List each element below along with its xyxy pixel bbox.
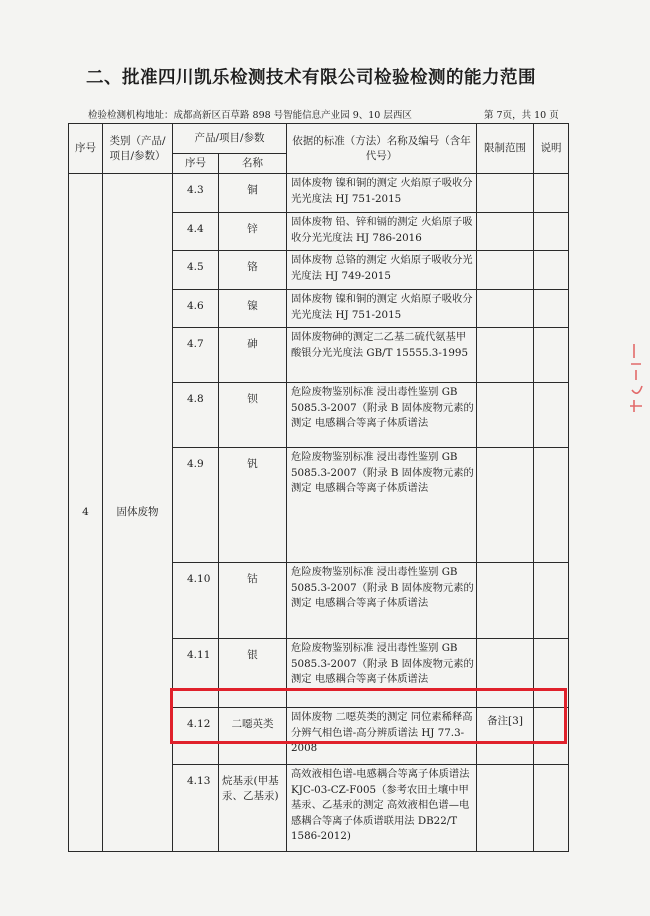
row-note: [534, 328, 569, 383]
row-name: 银: [219, 639, 287, 708]
row-standard: 危险废物鉴别标准 浸出毒性鉴别 GB 5085.3-2007（附录 B 固体废物元素的测定 电感耦合等离子体质谱法: [287, 448, 477, 563]
row-number: 4.6: [173, 290, 219, 328]
row-note: [534, 448, 569, 563]
row-limit: [477, 563, 534, 639]
row-limit: 备注[3]: [477, 708, 534, 765]
row-limit: [477, 765, 534, 852]
row-number: 4.9: [173, 448, 219, 563]
row-name: 镍: [219, 290, 287, 328]
row-name: 二噁英类: [219, 708, 287, 765]
row-number: 4.7: [173, 328, 219, 383]
header-category: 类别（产品/项目/参数）: [103, 124, 173, 174]
header-seq: 序号: [69, 124, 103, 174]
row-note: [534, 251, 569, 290]
row-number: 4.11: [173, 639, 219, 708]
row-name: 砷: [219, 328, 287, 383]
row-standard: 固体废物 镍和铜的测定 火焰原子吸收分光光度法 HJ 751-2015: [287, 174, 477, 213]
stamp-icon: [628, 340, 646, 420]
row-standard: 固体废物 二噁英类的测定 同位素稀释高分辨气相色谱-高分辨质谱法 HJ 77.3-2008: [287, 708, 477, 765]
header-product-param: 产品/项目/参数: [173, 124, 287, 154]
row-number: 4.10: [173, 563, 219, 639]
row-limit: [477, 383, 534, 448]
highlight-box: [170, 688, 567, 744]
page-number: 第 7页，共 10 页: [484, 110, 559, 121]
row-standard: 高效液相色谱-电感耦合等离子体质谱法 KJC-03-CZ-F005（参考农田土壤中甲基汞、乙基汞的测定 高效液相色谱—电感耦合等离子体质谱联用法 DB22/T 1586-2012): [287, 765, 477, 852]
row-note: [534, 383, 569, 448]
row-number: 4.12: [173, 708, 219, 765]
lab-address: 检验检测机构地址：成都高新区百草路 898 号智能信息产业园 9、10 层西区: [88, 110, 412, 121]
row-limit: [477, 448, 534, 563]
row-name: 钡: [219, 383, 287, 448]
table-row: [69, 174, 569, 213]
red-stamp-mark: [628, 340, 646, 420]
row-note: [534, 765, 569, 852]
row-limit: [477, 174, 534, 213]
header-name: 名称: [219, 154, 287, 174]
row-number: 4.3: [173, 174, 219, 213]
row-number: 4.5: [173, 251, 219, 290]
row-limit: [477, 328, 534, 383]
row-name: 烷基汞(甲基汞、乙基汞): [219, 765, 287, 852]
row-name: 铬: [219, 251, 287, 290]
row-limit: [477, 213, 534, 251]
header-standard: 依据的标准（方法）名称及编号（含年代号）: [287, 124, 477, 174]
row-note: [534, 213, 569, 251]
row-standard: 危险废物鉴别标准 浸出毒性鉴别 GB 5085.3-2007（附录 B 固体废物元素的测定 电感耦合等离子体质谱法: [287, 383, 477, 448]
row-name: 锌: [219, 213, 287, 251]
row-number: 4.8: [173, 383, 219, 448]
row-standard: 固体废物 总铬的测定 火焰原子吸收分光光度法 HJ 749-2015: [287, 251, 477, 290]
row-number: 4.13: [173, 765, 219, 852]
row-note: [534, 174, 569, 213]
row-standard: 危险废物鉴别标准 浸出毒性鉴别 GB 5085.3-2007（附录 B 固体废物元素的测定 电感耦合等离子体质谱法: [287, 563, 477, 639]
row-name: 铜: [219, 174, 287, 213]
row-limit: [477, 290, 534, 328]
row-limit: [477, 251, 534, 290]
row-standard: 危险废物鉴别标准 浸出毒性鉴别 GB 5085.3-2007（附录 B 固体废物元素的测定 电感耦合等离子体质谱法: [287, 639, 477, 708]
header-limit: 限制范围: [477, 124, 534, 174]
row-name: 钴: [219, 563, 287, 639]
row-note: [534, 563, 569, 639]
group-seq: 4: [69, 174, 103, 852]
group-category: 固体废物: [103, 174, 173, 852]
header-sub-seq: 序号: [173, 154, 219, 174]
row-standard: 固体废物 镍和铜的测定 火焰原子吸收分光光度法 HJ 751-2015: [287, 290, 477, 328]
row-standard: 固体废物 铅、锌和镉的测定 火焰原子吸收分光光度法 HJ 786-2016: [287, 213, 477, 251]
row-name: 钒: [219, 448, 287, 563]
row-note: [534, 290, 569, 328]
header-row-1: [69, 124, 569, 154]
row-standard: 固体废物砷的测定二乙基二硫代氨基甲酸银分光光度法 GB/T 15555.3-1995: [287, 328, 477, 383]
header-note: 说明: [534, 124, 569, 174]
row-number: 4.4: [173, 213, 219, 251]
page-title: 二、批准四川凯乐检测技术有限公司检验检测的能力范围: [86, 68, 536, 88]
